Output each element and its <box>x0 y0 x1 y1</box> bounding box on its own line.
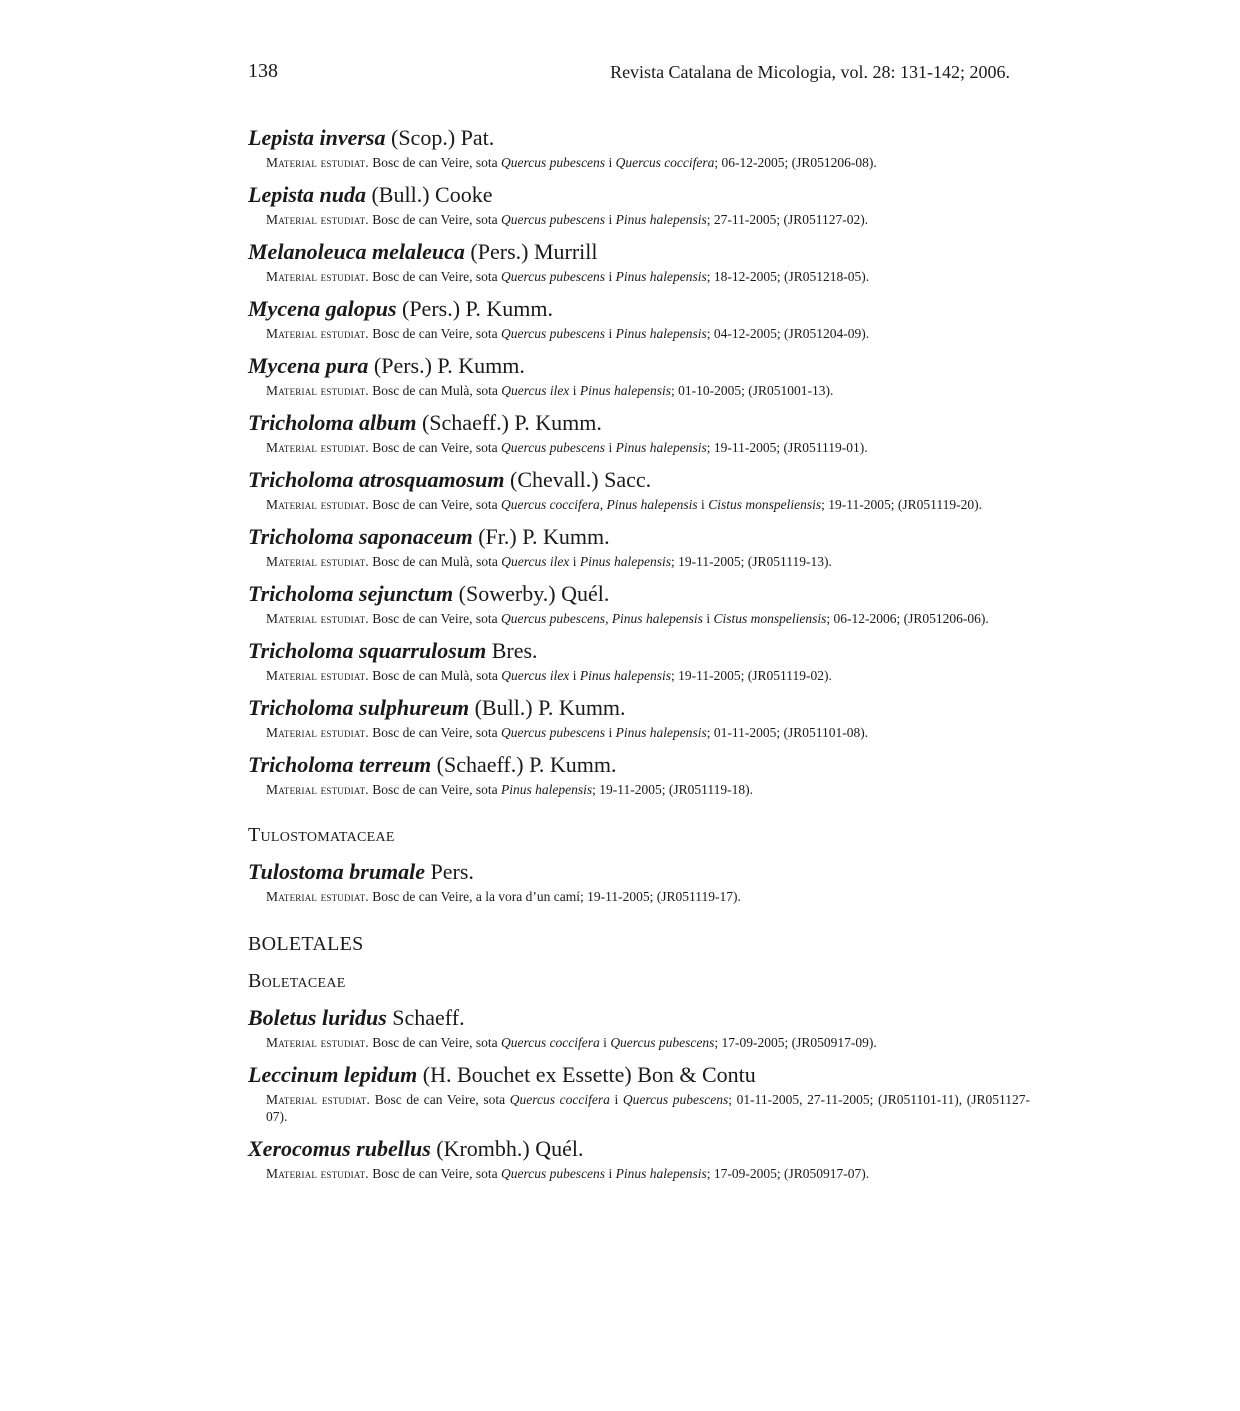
material-studied <box>266 1034 1030 1051</box>
species-entry <box>248 353 1030 399</box>
material-text: Bosc de can Mulà, sota <box>372 554 502 569</box>
material-text: i <box>605 440 616 455</box>
species-group-tulostomataceae <box>248 859 1030 905</box>
species-name <box>248 296 1030 322</box>
material-studied <box>266 610 1030 627</box>
species-author: (Chevall.) Sacc. <box>510 467 652 492</box>
host-plant: Pinus halepensis <box>606 497 698 512</box>
species-binomial: Tricholoma saponaceum <box>248 524 473 549</box>
species-author: (Schaeff.) P. Kumm. <box>421 410 602 435</box>
host-plant: Quercus pubescens <box>622 1092 729 1107</box>
species-entry <box>248 467 1030 513</box>
material-text: ; 06-12-2006; (JR051206-06). <box>826 611 989 626</box>
species-entry <box>248 695 1030 741</box>
species-binomial: Tricholoma sulphureum <box>248 695 470 720</box>
species-entry <box>248 410 1030 456</box>
species-author: (Pers.) Murrill <box>470 239 598 264</box>
material-text: i <box>605 1166 616 1181</box>
species-author: Pers. <box>430 859 474 884</box>
species-binomial: Tricholoma atrosquamosum <box>248 467 505 492</box>
material-label: Material estudiat. <box>266 1035 369 1050</box>
species-binomial: Tricholoma sejunctum <box>248 581 454 606</box>
species-author: (Schaeff.) P. Kumm. <box>436 752 617 777</box>
host-plant: Pinus halepensis <box>500 782 593 797</box>
host-plant: Pinus halepensis <box>615 725 707 740</box>
species-name <box>248 524 1030 550</box>
species-binomial: Mycena galopus <box>248 296 397 321</box>
material-text: ; 01-10-2005; (JR051001-13). <box>670 383 834 398</box>
species-name <box>248 182 1030 208</box>
material-studied <box>266 781 1030 798</box>
material-studied <box>266 888 1030 905</box>
material-text: Bosc de can Veire, sota <box>372 1166 501 1181</box>
material-text: i <box>599 1035 611 1050</box>
species-name <box>248 1136 1030 1162</box>
species-author: (Bull.) Cooke <box>371 182 493 207</box>
species-binomial: Boletus luridus <box>248 1005 387 1030</box>
material-text: , <box>605 611 612 626</box>
material-studied <box>266 1091 1030 1125</box>
species-binomial: Lepista inversa <box>248 125 386 150</box>
species-name <box>248 695 1030 721</box>
material-text: Bosc de can Veire, sota <box>372 1035 501 1050</box>
host-plant: Quercus ilex <box>501 668 570 683</box>
species-binomial: Xerocomus rubellus <box>248 1136 431 1161</box>
species-binomial: Tricholoma album <box>248 410 417 435</box>
material-studied <box>266 667 1030 684</box>
material-text: ; 19-11-2005; (JR051119-18). <box>592 782 753 797</box>
species-entry <box>248 296 1030 342</box>
family-heading <box>248 824 1030 847</box>
species-name <box>248 752 1030 778</box>
material-text: Bosc de can Veire, sota <box>372 782 501 797</box>
material-text: ; 19-11-2005; (JR051119-20). <box>821 497 982 512</box>
material-label: Material estudiat. <box>266 1092 371 1107</box>
material-label: Material estudiat. <box>266 440 369 455</box>
material-text: Bosc de can Veire, a la vora d’un camí; 19-11-2005; (JR051119-17). <box>372 889 741 904</box>
species-author: Schaeff. <box>392 1005 465 1030</box>
host-plant: Pinus halepensis <box>615 1166 707 1181</box>
species-binomial: Leccinum lepidum <box>248 1062 418 1087</box>
material-text: ; 04-12-2005; (JR051204-09). <box>706 326 870 341</box>
host-plant: Quercus pubescens <box>500 440 606 455</box>
material-text: , <box>599 497 607 512</box>
species-entry <box>248 581 1030 627</box>
material-text: Bosc de can Veire, sota <box>372 269 501 284</box>
host-plant: Pinus halepensis <box>615 440 707 455</box>
species-entry <box>248 752 1030 798</box>
species-author: Bres. <box>491 638 538 663</box>
host-plant: Quercus coccifera <box>509 1092 610 1107</box>
host-plant: Quercus coccifera <box>615 155 715 170</box>
material-text: i <box>605 212 616 227</box>
material-text: ; 18-12-2005; (JR051218-05). <box>706 269 870 284</box>
host-plant: Quercus ilex <box>501 554 570 569</box>
species-binomial: Tricholoma squarrulosum <box>248 638 487 663</box>
material-label: Material estudiat. <box>266 1166 369 1181</box>
material-label: Material estudiat. <box>266 326 369 341</box>
material-text: ; 01-11-2005; (JR051101-08). <box>706 725 869 740</box>
material-text: Bosc de can Veire, sota <box>372 497 501 512</box>
material-label: Material estudiat. <box>266 155 369 170</box>
species-name <box>248 1062 1030 1088</box>
species-author: (Bull.) P. Kumm. <box>474 695 626 720</box>
species-binomial: Lepista nuda <box>248 182 366 207</box>
material-studied <box>266 439 1030 456</box>
material-text: i <box>605 326 616 341</box>
material-studied <box>266 154 1030 171</box>
species-entry <box>248 182 1030 228</box>
species-name <box>248 239 1030 265</box>
species-author: (Scop.) Pat. <box>391 125 495 150</box>
host-plant: Quercus pubescens <box>500 1166 606 1181</box>
material-label: Material estudiat. <box>266 383 369 398</box>
species-entry <box>248 1062 1030 1125</box>
material-text: Bosc de can Veire, sota <box>372 611 501 626</box>
material-text: i <box>569 554 580 569</box>
host-plant: Pinus halepensis <box>611 611 703 626</box>
material-text: i <box>605 155 616 170</box>
species-name <box>248 581 1030 607</box>
material-text: Bosc de can Mulà, sota <box>372 668 502 683</box>
species-entry <box>248 1136 1030 1182</box>
host-plant: Pinus halepensis <box>579 383 671 398</box>
host-plant: Quercus pubescens <box>500 725 606 740</box>
species-entry <box>248 638 1030 684</box>
material-label: Material estudiat. <box>266 782 369 797</box>
host-plant: Pinus halepensis <box>579 554 671 569</box>
host-plant: Pinus halepensis <box>615 269 707 284</box>
species-binomial: Mycena pura <box>248 353 369 378</box>
material-studied <box>266 1165 1030 1182</box>
material-label: Material estudiat. <box>266 725 369 740</box>
material-label: Material estudiat. <box>266 668 369 683</box>
species-author: (Fr.) P. Kumm. <box>478 524 610 549</box>
material-text: ; 01-11-2005, 27-11-2005; (JR051101-11), (JR051127-07). <box>266 1092 1030 1124</box>
material-label: Material estudiat. <box>266 611 369 626</box>
material-label: Material estudiat. <box>266 497 369 512</box>
host-plant: Quercus ilex <box>501 383 570 398</box>
species-entry <box>248 239 1030 285</box>
material-text: i <box>569 383 580 398</box>
species-author: (Pers.) P. Kumm. <box>402 296 553 321</box>
species-binomial: Tricholoma terreum <box>248 752 432 777</box>
species-name <box>248 353 1030 379</box>
material-text: ; 17-09-2005; (JR050917-07). <box>706 1166 870 1181</box>
species-author: (H. Bouchet ex Essette) Bon & Contu <box>422 1062 756 1087</box>
material-text: ; 17-09-2005; (JR050917-09). <box>714 1035 877 1050</box>
material-label: Material estudiat. <box>266 212 369 227</box>
order-heading: BOLETALES <box>248 933 364 955</box>
material-text: ; 19-11-2005; (JR051119-13). <box>670 554 832 569</box>
material-studied <box>266 724 1030 741</box>
species-entry <box>248 125 1030 171</box>
species-name <box>248 125 1030 151</box>
material-text: Bosc de can Mulà, sota <box>372 383 502 398</box>
species-entry <box>248 859 1030 905</box>
material-studied <box>266 382 1030 399</box>
species-entry <box>248 524 1030 570</box>
species-binomial: Melanoleuca melaleuca <box>248 239 465 264</box>
host-plant: Pinus halepensis <box>615 212 707 227</box>
material-text: Bosc de can Veire, sota <box>372 326 501 341</box>
material-text: Bosc de can Veire, sota <box>372 725 501 740</box>
material-studied <box>266 268 1030 285</box>
host-plant: Pinus halepensis <box>615 326 707 341</box>
material-text: i <box>605 725 616 740</box>
family-heading-text: Tulostomataceae <box>248 824 395 846</box>
host-plant: Quercus pubescens <box>500 212 606 227</box>
species-binomial: Tulostoma brumale <box>248 859 426 884</box>
species-author: (Pers.) P. Kumm. <box>373 353 525 378</box>
material-text: i <box>569 668 580 683</box>
material-text: i <box>702 611 714 626</box>
material-label: Material estudiat. <box>266 889 369 904</box>
material-text: Bosc de can Veire, sota <box>374 1092 510 1107</box>
running-header <box>248 60 1010 90</box>
host-plant: Cistus monspeliensis <box>708 497 822 512</box>
material-text: Bosc de can Veire, sota <box>372 212 501 227</box>
material-text: ; 27-11-2005; (JR051127-02). <box>706 212 869 227</box>
family-heading: Boletaceae <box>248 970 346 992</box>
host-plant: Quercus coccifera <box>500 1035 600 1050</box>
species-entry <box>248 1005 1030 1051</box>
material-text: Bosc de can Veire, sota <box>372 155 501 170</box>
species-name <box>248 1005 1030 1031</box>
material-studied <box>266 325 1030 342</box>
material-label: Material estudiat. <box>266 554 369 569</box>
host-plant: Quercus pubescens <box>500 269 606 284</box>
species-name <box>248 410 1030 436</box>
species-group-boletaceae <box>248 1005 1030 1182</box>
species-name <box>248 859 1030 885</box>
host-plant: Cistus monspeliensis <box>713 611 827 626</box>
host-plant: Quercus pubescens <box>500 155 606 170</box>
material-text: ; 19-11-2005; (JR051119-02). <box>670 668 832 683</box>
material-text: i <box>609 1092 623 1107</box>
species-list <box>248 125 1030 1193</box>
material-text: i <box>697 497 709 512</box>
host-plant: Quercus pubescens <box>500 611 606 626</box>
species-group-tricholomataceae <box>248 125 1030 798</box>
material-studied <box>266 553 1030 570</box>
species-name <box>248 638 1030 664</box>
material-studied <box>266 496 1030 513</box>
host-plant: Quercus pubescens <box>610 1035 715 1050</box>
host-plant: Quercus pubescens <box>500 326 606 341</box>
page-number: 138 <box>248 60 278 82</box>
species-author: (Sowerby.) Quél. <box>458 581 610 606</box>
material-text: i <box>605 269 616 284</box>
material-text: Bosc de can Veire, sota <box>372 440 501 455</box>
material-text: ; 06-12-2005; (JR051206-08). <box>714 155 877 170</box>
host-plant: Quercus coccifera <box>500 497 600 512</box>
species-author: (Krombh.) Quél. <box>436 1136 584 1161</box>
species-name <box>248 467 1030 493</box>
host-plant: Pinus halepensis <box>579 668 671 683</box>
material-text: ; 19-11-2005; (JR051119-01). <box>706 440 868 455</box>
material-label: Material estudiat. <box>266 269 369 284</box>
material-studied <box>266 211 1030 228</box>
journal-citation: Revista Catalana de Micologia, vol. 28: 131-142; 2006. <box>610 62 1010 82</box>
